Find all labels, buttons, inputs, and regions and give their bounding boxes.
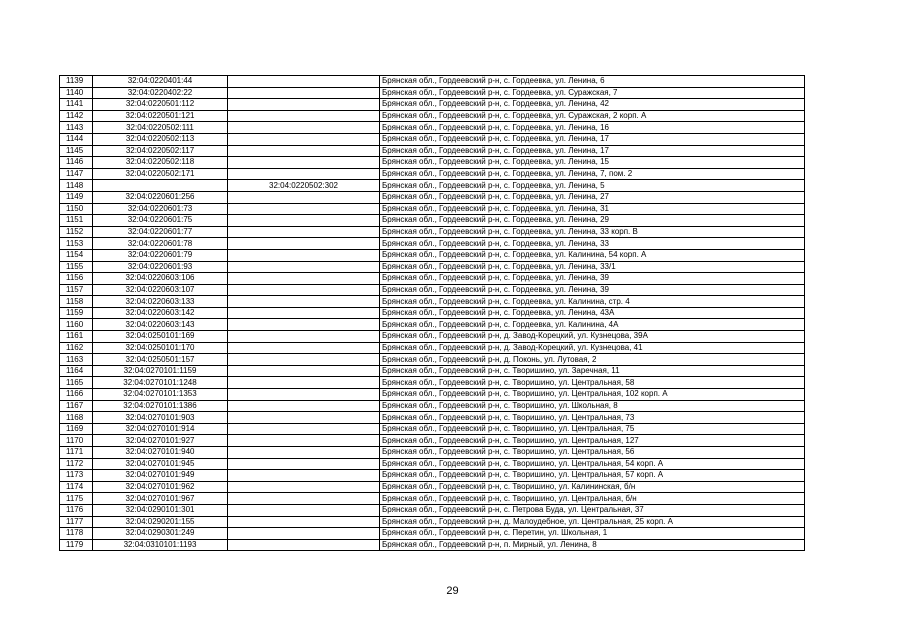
cadastral-number: 32:04:0220502:111 (93, 122, 228, 134)
row-number: 1156 (60, 273, 93, 285)
row-number: 1177 (60, 516, 93, 528)
address: Брянская обл., Гордеевский р-н, с. Гордеевка, ул. Калинина, стр. 4 (380, 296, 805, 308)
row-number: 1175 (60, 493, 93, 505)
cadastral-number-alt (228, 400, 380, 412)
cadastral-number-alt (228, 354, 380, 366)
row-number: 1176 (60, 504, 93, 516)
address: Брянская обл., Гордеевский р-н, с. Гордеевка, ул. Ленина, 17 (380, 133, 805, 145)
row-number: 1140 (60, 87, 93, 99)
cadastral-number-alt (228, 516, 380, 528)
cadastral-number: 32:04:0220502:118 (93, 157, 228, 169)
table-row (60, 226, 805, 238)
cadastral-number-alt (228, 261, 380, 273)
table-row (60, 133, 805, 145)
table-row (60, 365, 805, 377)
table-row (60, 423, 805, 435)
row-number: 1159 (60, 307, 93, 319)
cadastral-number: 32:04:0270101:949 (93, 470, 228, 482)
address: Брянская обл., Гордеевский р-н, с. Творишино, ул. Центральная, 54 корп. А (380, 458, 805, 470)
address: Брянская обл., Гордеевский р-н, с. Творишино, ул. Центральная, 57 корп. А (380, 470, 805, 482)
row-number: 1149 (60, 191, 93, 203)
table-row (60, 481, 805, 493)
cadastral-number: 32:04:0270101:967 (93, 493, 228, 505)
address: Брянская обл., Гордеевский р-н, с. Творишино, ул. Центральная, б/н (380, 493, 805, 505)
table-row (60, 191, 805, 203)
address: Брянская обл., Гордеевский р-н, с. Творишино, ул. Центральная, 58 (380, 377, 805, 389)
table-row (60, 168, 805, 180)
table-row (60, 99, 805, 111)
cadastral-number-alt (228, 539, 380, 551)
cadastral-number-alt (228, 331, 380, 343)
table-row (60, 296, 805, 308)
row-number: 1178 (60, 528, 93, 540)
address: Брянская обл., Гордеевский р-н, с. Творишино, ул. Центральная, 73 (380, 412, 805, 424)
table-row (60, 539, 805, 551)
row-number: 1169 (60, 423, 93, 435)
address: Брянская обл., Гордеевский р-н, с. Гордеевка, ул. Ленина, 39 (380, 273, 805, 285)
row-number: 1170 (60, 435, 93, 447)
row-number: 1145 (60, 145, 93, 157)
row-number: 1139 (60, 76, 93, 88)
table-row (60, 331, 805, 343)
cadastral-number: 32:04:0270101:1248 (93, 377, 228, 389)
cadastral-number-alt (228, 273, 380, 285)
row-number: 1142 (60, 110, 93, 122)
table-row (60, 493, 805, 505)
address: Брянская обл., Гордеевский р-н, с. Гордеевка, ул. Калинина, 54 корп. А (380, 249, 805, 261)
cadastral-number: 32:04:0220601:256 (93, 191, 228, 203)
address: Брянская обл., Гордеевский р-н, с. Гордеевка, ул. Суражская, 7 (380, 87, 805, 99)
address: Брянская обл., Гордеевский р-н, д. Малоудебное, ул. Центральная, 25 корп. А (380, 516, 805, 528)
address: Брянская обл., Гордеевский р-н, с. Петрова Буда, ул. Центральная, 37 (380, 504, 805, 516)
table-row (60, 238, 805, 250)
address: Брянская обл., Гордеевский р-н, с. Гордеевка, ул. Ленина, 7, пом. 2 (380, 168, 805, 180)
cadastral-number: 32:04:0270101:1353 (93, 389, 228, 401)
address: Брянская обл., Гордеевский р-н, с. Гордеевка, ул. Ленина, 33 корп. В (380, 226, 805, 238)
cadastral-number: 32:04:0290201:155 (93, 516, 228, 528)
cadastral-number-alt (228, 110, 380, 122)
address: Брянская обл., Гордеевский р-н, с. Гордеевка, ул. Ленина, 16 (380, 122, 805, 134)
row-number: 1153 (60, 238, 93, 250)
cadastral-number: 32:04:0220501:112 (93, 99, 228, 111)
address: Брянская обл., Гордеевский р-н, с. Творишино, ул. Центральная, 102 корп. А (380, 389, 805, 401)
table-row (60, 354, 805, 366)
cadastral-number: 32:04:0220601:75 (93, 215, 228, 227)
cadastral-number: 32:04:0250101:170 (93, 342, 228, 354)
row-number: 1148 (60, 180, 93, 192)
cadastral-number: 32:04:0220603:142 (93, 307, 228, 319)
cadastral-number: 32:04:0270101:945 (93, 458, 228, 470)
cadastral-number: 32:04:0220601:79 (93, 249, 228, 261)
cadastral-number-alt (228, 133, 380, 145)
row-number: 1151 (60, 215, 93, 227)
cadastral-number-alt (228, 493, 380, 505)
row-number: 1166 (60, 389, 93, 401)
cadastral-number: 32:04:0270101:1386 (93, 400, 228, 412)
address: Брянская обл., Гордеевский р-н, с. Гордеевка, ул. Калинина, 4А (380, 319, 805, 331)
row-number: 1171 (60, 447, 93, 459)
table-row (60, 447, 805, 459)
address: Брянская обл., Гордеевский р-н, с. Гордеевка, ул. Суражская, 2 корп. А (380, 110, 805, 122)
row-number: 1161 (60, 331, 93, 343)
address: Брянская обл., Гордеевский р-н, д. Завод-Корецкий, ул. Кузнецова, 39А (380, 331, 805, 343)
cadastral-number: 32:04:0270101:962 (93, 481, 228, 493)
table-row (60, 342, 805, 354)
row-number: 1168 (60, 412, 93, 424)
address: Брянская обл., Гордеевский р-н, п. Мирный, ул. Ленина, 8 (380, 539, 805, 551)
table-row (60, 145, 805, 157)
row-number: 1158 (60, 296, 93, 308)
cadastral-number-alt (228, 481, 380, 493)
address: Брянская обл., Гордеевский р-н, с. Гордеевка, ул. Ленина, 29 (380, 215, 805, 227)
address: Брянская обл., Гордеевский р-н, с. Творишино, ул. Калининская, б/н (380, 481, 805, 493)
cadastral-number-alt (228, 504, 380, 516)
cadastral-number: 32:04:0220502:117 (93, 145, 228, 157)
address: Брянская обл., Гордеевский р-н, с. Гордеевка, ул. Ленина, 42 (380, 99, 805, 111)
row-number: 1179 (60, 539, 93, 551)
address: Брянская обл., Гордеевский р-н, с. Творишино, ул. Школьная, 8 (380, 400, 805, 412)
registry-table (59, 75, 805, 551)
address: Брянская обл., Гордеевский р-н, д. Завод-Корецкий, ул. Кузнецова, 41 (380, 342, 805, 354)
address: Брянская обл., Гордеевский р-н, с. Гордеевка, ул. Ленина, 27 (380, 191, 805, 203)
row-number: 1164 (60, 365, 93, 377)
table-row (60, 76, 805, 88)
cadastral-number: 32:04:0220603:106 (93, 273, 228, 285)
cadastral-number-alt (228, 458, 380, 470)
row-number: 1144 (60, 133, 93, 145)
table-row (60, 528, 805, 540)
row-number: 1173 (60, 470, 93, 482)
table-row (60, 261, 805, 273)
row-number: 1146 (60, 157, 93, 169)
table-row (60, 249, 805, 261)
address: Брянская обл., Гордеевский р-н, с. Творишино, ул. Заречная, 11 (380, 365, 805, 377)
cadastral-number-alt (228, 284, 380, 296)
row-number: 1150 (60, 203, 93, 215)
table-row (60, 389, 805, 401)
cadastral-number: 32:04:0310101:1193 (93, 539, 228, 551)
cadastral-number: 32:04:0220603:133 (93, 296, 228, 308)
cadastral-number: 32:04:0220601:78 (93, 238, 228, 250)
table-row (60, 284, 805, 296)
cadastral-number-alt (228, 296, 380, 308)
row-number: 1157 (60, 284, 93, 296)
cadastral-number: 32:04:0220502:171 (93, 168, 228, 180)
address: Брянская обл., Гордеевский р-н, с. Гордеевка, ул. Ленина, 33/1 (380, 261, 805, 273)
cadastral-number-alt (228, 191, 380, 203)
table-row (60, 516, 805, 528)
cadastral-number-alt (228, 203, 380, 215)
cadastral-number-alt (228, 226, 380, 238)
address: Брянская обл., Гордеевский р-н, с. Гордеевка, ул. Ленина, 31 (380, 203, 805, 215)
cadastral-number (93, 180, 228, 192)
address: Брянская обл., Гордеевский р-н, с. Гордеевка, ул. Ленина, 15 (380, 157, 805, 169)
cadastral-number: 32:04:0250501:157 (93, 354, 228, 366)
cadastral-number-alt (228, 145, 380, 157)
row-number: 1160 (60, 319, 93, 331)
row-number: 1162 (60, 342, 93, 354)
cadastral-number: 32:04:0220402:22 (93, 87, 228, 99)
cadastral-number-alt (228, 157, 380, 169)
table-row (60, 458, 805, 470)
cadastral-number: 32:04:0270101:1159 (93, 365, 228, 377)
table-row (60, 470, 805, 482)
row-number: 1154 (60, 249, 93, 261)
page-number: 29 (446, 585, 459, 597)
address: Брянская обл., Гордеевский р-н, с. Творишино, ул. Центральная, 127 (380, 435, 805, 447)
cadastral-number-alt (228, 389, 380, 401)
cadastral-number: 32:04:0270101:914 (93, 423, 228, 435)
table-row (60, 122, 805, 134)
cadastral-number-alt (228, 215, 380, 227)
table-row (60, 180, 805, 192)
table-row (60, 87, 805, 99)
address: Брянская обл., Гордеевский р-н, с. Гордеевка, ул. Ленина, 5 (380, 180, 805, 192)
table-row (60, 110, 805, 122)
cadastral-number-alt (228, 365, 380, 377)
cadastral-number: 32:04:0220601:73 (93, 203, 228, 215)
table-row (60, 273, 805, 285)
row-number: 1143 (60, 122, 93, 134)
cadastral-number-alt (228, 412, 380, 424)
table-row (60, 215, 805, 227)
cadastral-number-alt (228, 238, 380, 250)
cadastral-number: 32:04:0220603:107 (93, 284, 228, 296)
address: Брянская обл., Гордеевский р-н, с. Перетин, ул. Школьная, 1 (380, 528, 805, 540)
cadastral-number-alt (228, 423, 380, 435)
row-number: 1155 (60, 261, 93, 273)
row-number: 1147 (60, 168, 93, 180)
table-row (60, 307, 805, 319)
address: Брянская обл., Гордеевский р-н, с. Гордеевка, ул. Ленина, 33 (380, 238, 805, 250)
cadastral-number: 32:04:0270101:927 (93, 435, 228, 447)
cadastral-number: 32:04:0270101:903 (93, 412, 228, 424)
cadastral-number-alt (228, 122, 380, 134)
cadastral-number-alt (228, 470, 380, 482)
address: Брянская обл., Гордеевский р-н, с. Гордеевка, ул. Ленина, 17 (380, 145, 805, 157)
cadastral-number-alt (228, 435, 380, 447)
row-number: 1174 (60, 481, 93, 493)
table-row (60, 435, 805, 447)
table-row (60, 504, 805, 516)
cadastral-number-alt (228, 87, 380, 99)
cadastral-number-alt (228, 528, 380, 540)
cadastral-number: 32:04:0220601:77 (93, 226, 228, 238)
cadastral-number: 32:04:0220502:113 (93, 133, 228, 145)
cadastral-number-alt (228, 307, 380, 319)
cadastral-number-alt (228, 249, 380, 261)
cadastral-number-alt (228, 447, 380, 459)
cadastral-number: 32:04:0290101:301 (93, 504, 228, 516)
cadastral-number: 32:04:0220501:121 (93, 110, 228, 122)
cadastral-number-alt (228, 99, 380, 111)
table-row (60, 400, 805, 412)
cadastral-number-alt (228, 76, 380, 88)
table-row (60, 319, 805, 331)
table-row (60, 157, 805, 169)
address: Брянская обл., Гордеевский р-н, с. Гордеевка, ул. Ленина, 6 (380, 76, 805, 88)
cadastral-number: 32:04:0250101:169 (93, 331, 228, 343)
row-number: 1152 (60, 226, 93, 238)
cadastral-number-alt (228, 342, 380, 354)
cadastral-number: 32:04:0220603:143 (93, 319, 228, 331)
table-row (60, 203, 805, 215)
address: Брянская обл., Гордеевский р-н, с. Гордеевка, ул. Ленина, 39 (380, 284, 805, 296)
registry-table-body (60, 76, 805, 551)
address: Брянская обл., Гордеевский р-н, с. Гордеевка, ул. Ленина, 43А (380, 307, 805, 319)
row-number: 1163 (60, 354, 93, 366)
address: Брянская обл., Гордеевский р-н, д. Поконь, ул. Лутовая, 2 (380, 354, 805, 366)
row-number: 1165 (60, 377, 93, 389)
row-number: 1172 (60, 458, 93, 470)
cadastral-number: 32:04:0220601:93 (93, 261, 228, 273)
address: Брянская обл., Гордеевский р-н, с. Творишино, ул. Центральная, 56 (380, 447, 805, 459)
cadastral-number-alt (228, 319, 380, 331)
row-number: 1167 (60, 400, 93, 412)
table-row (60, 377, 805, 389)
address: Брянская обл., Гордеевский р-н, с. Творишино, ул. Центральная, 75 (380, 423, 805, 435)
cadastral-number: 32:04:0290301:249 (93, 528, 228, 540)
cadastral-number-alt (228, 377, 380, 389)
cadastral-number: 32:04:0270101:940 (93, 447, 228, 459)
row-number: 1141 (60, 99, 93, 111)
cadastral-number-alt: 32:04:0220502:302 (228, 180, 380, 192)
cadastral-number-alt (228, 168, 380, 180)
cadastral-number: 32:04:0220401:44 (93, 76, 228, 88)
table-row (60, 412, 805, 424)
